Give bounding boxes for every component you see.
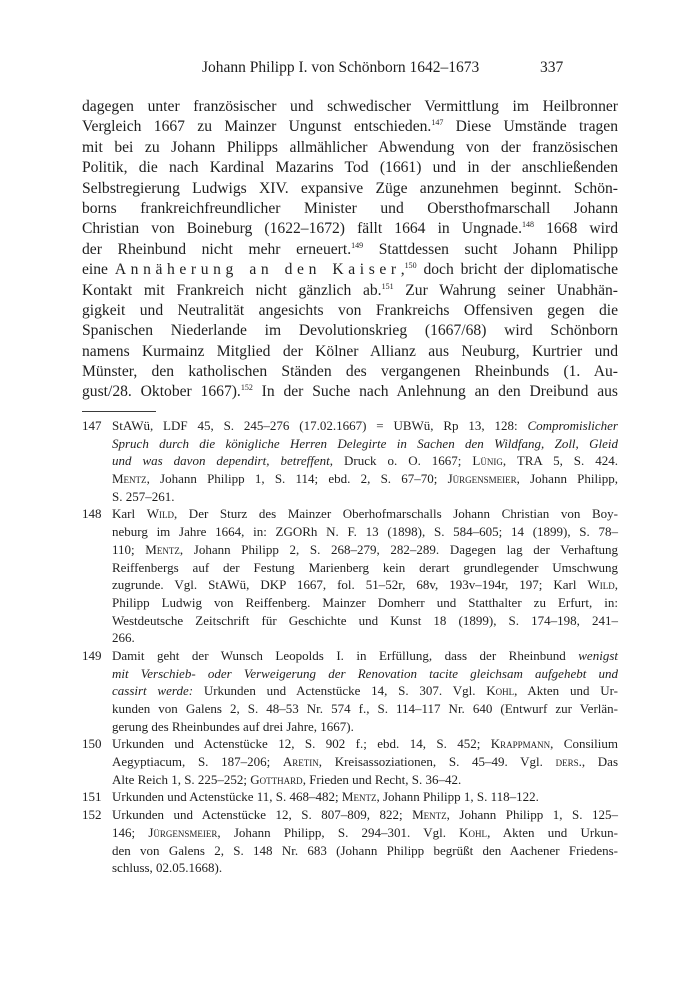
page-number: 337 [540,59,564,76]
text-line: Christian von Boineburg (1622–1672) fällt 1664 in Ungnade.$^{148}$ 1668 wird [82,220,618,238]
footnote-line: StAWü, LDF 45, S. 245–276 (17.02.1667) = UBWü, Rp 13, 128: Compromislicher [112,418,618,433]
running-title: Johann Philipp I. von Schönborn 1642–1673 [202,59,480,76]
footnote-ref[interactable]: 149 [351,240,364,250]
text-line: Münster, den katholischen Ständen des vergangenen Rheinbunds (1. Au- [82,363,618,381]
text-line: gigkeit und Neutralität angesichts von Frankreichs Offensiven gegen die [82,301,618,319]
footnote-line: Spruch durch die königliche Herren Delegirte in Sachen den Wildfang, Zoll, Gleid [112,435,618,451]
footnote-number: 152 [82,807,102,823]
footnote-line: Aegyptiacum, S. 187–206; Aretin, Kreisassoziationen, S. 45–49. Vgl. ders., Das [112,754,618,770]
footnote-147 [82,417,618,505]
text-line: Politik, die nach Kardinal Mazarins Tod (1661) und in der anschließenden [82,159,618,177]
footnote-line: Philipp Ludwig von Reiffenberg. Mainzer Domherr und Statthalter zu Erfurt, in: [112,594,618,610]
text-line: dagegen unter französischer und schwedischer Vermittlung im Heilbronner [82,98,618,115]
footnote-line: gerung des Rheinbundes auf drei Jahre, 1667). [112,718,354,734]
text-line: mit bei zu Johann Philipps allmählicher Abwendung von der französischen [82,138,618,156]
footnote-152 [82,806,618,877]
text-line: borns frankreichfreundlicher Minister und Obersthofmarschall Johann [82,199,618,217]
text-line: namens Kurmainz Mitglied der Kölner Allianz aus Neuburg, Kurtrier und [82,342,618,360]
footnote-ref[interactable]: 148 [522,220,535,230]
footnote-149 [82,647,618,735]
footnote-ref[interactable]: 150 [404,261,417,271]
footnotes [82,417,618,877]
footnote-number: 151 [82,789,102,805]
footnote-line: Damit geht der Wunsch Leopolds I. in Erfüllung, dass der Rheinbund wenigst [112,647,618,663]
footnote-line: cassirt werde: Urkunden und Actenstücke 14, S. 307. Vgl. Kohl, Akten und Ur- [112,683,618,699]
text-line: Kontakt mit Frankreich nicht gänzlich ab.$^{151}$ Zur Wahrung seiner Unabhän- [82,281,618,299]
footnote-line: 146; Jürgensmeier, Johann Philipp, S. 294–301. Vgl. Kohl, Akten und Urkun- [112,824,618,840]
footnote-number: 147 [82,418,102,433]
footnote-line: und was davon dependirt, betreffent, Druck o. O. 1667; Lünig, TRA 5, S. 424. [112,453,618,469]
footnote-line: Alte Reich 1, S. 225–252; Gotthard, Frieden und Recht, S. 36–42. [112,771,462,787]
footnote-line: Reiffenbergs auf der Festung Marienberg kein derart grundlegender Umschwung [112,559,618,575]
footnote-number: 148 [82,506,102,522]
spaced-emphasis: Annäherung an den Kaiser [114,261,401,279]
footnote-line: mit Verschieb- oder Verweigerung der Renovation tacite gleichsam aufgehebt und [112,665,618,681]
footnote-line: kunden von Galens 2, S. 48–53 Nr. 574 f., S. 114–117 Nr. 640 (Entwurf zur Verlän- [112,701,618,716]
footnote-151 [82,788,618,806]
footnote-line: neburg im Jahre 1664, in: ZGORh N. F. 13 (1898), S. 584–605; 14 (1899), S. 78– [112,524,618,540]
footnote-ref[interactable]: 147 [431,118,444,128]
text-line: Vergleich 1667 zu Mainzer Ungunst entschieden.$^{147}$ Diese Umstände tragen [82,118,619,136]
footnote-line: schluss, 02.05.1668). [112,860,223,876]
text-line: eine Annäherung an den Kaiser,$^{150}$ doch bricht der diplomatische [82,261,619,279]
footnote-line: Urkunden und Actenstücke 12, S. 807–809, 822; Mentz, Johann Philipp 1, S. 125– [112,807,618,823]
footnote-ref[interactable]: 151 [381,281,394,291]
running-header [0,59,700,79]
footnote-number: 149 [82,647,102,663]
footnote-line: Urkunden und Actenstücke 12, S. 902 f.; ebd. 14, S. 452; Krappmann, Consilium [112,736,618,752]
footnote-150 [82,735,618,788]
footnote-148 [82,505,618,647]
footnote-line: Westdeutsche Zeitschrift für Geschichte und Kunst 18 (1899), S. 174–198, 241– [112,612,618,628]
text-line: Selbstregierung Ludwigs XIV. expansive Züge anzunehmen beginnt. Schön- [82,179,618,197]
text-line: gust/28. Oktober 1667).$^{152}$ In der Suche nach Anlehnung an den Dreibund aus [82,383,618,401]
footnote-rule [82,411,156,412]
text-line: Spanischen Niederlande im Devolutionskrieg (1667/68) wird Schönborn [82,322,618,340]
text-line: der Rheinbund nicht mehr erneuert.$^{149}$ Stattdessen sucht Johann Philipp [82,240,618,258]
footnote-line: den von Galens 2, S. 148 Nr. 683 (Johann Philipp begrüßt den Aachener Friedens- [112,842,618,858]
footnote-line: S. 257–261. [112,488,175,504]
footnote-line: 266. [112,630,135,646]
footnote-line: Urkunden und Actenstücke 11, S. 468–482; Mentz, Johann Philipp 1, S. 118–122. [112,789,539,805]
footnote-ref[interactable]: 152 [240,383,253,393]
footnote-line: Mentz, Johann Philipp 1, S. 114; ebd. 2, S. 67–70; Jürgensmeier, Johann Philipp, [112,471,618,487]
footnote-line: Karl Wild, Der Sturz des Mainzer Oberhofmarschalls Johann Christian von Boy- [112,506,618,522]
footnote-number: 150 [82,736,102,752]
footnote-line: 110; Mentz, Johann Philipp 2, S. 268–279, 282–289. Dagegen lag der Verhaftung [112,541,618,557]
main-text [82,97,618,403]
footnote-line: zugrunde. Vgl. StAWü, DKP 1667, fol. 51–52r, 68v, 193v–194r, 197; Karl Wild, [112,577,618,593]
